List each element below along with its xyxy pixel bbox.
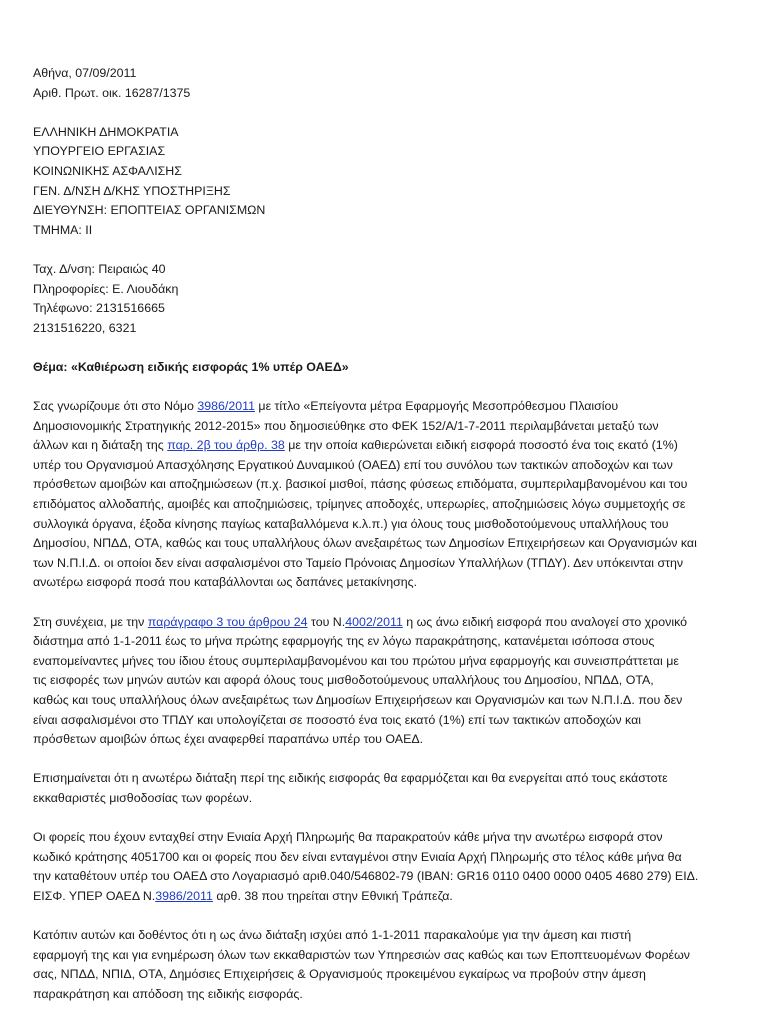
text-line: Οι φορείς που έχουν ενταχθεί στην Ενιαία Αρχή Πληρωμής θα παρακρατούν κάθε μήνα την ανωτέρω εισφορά στον	[33, 830, 663, 845]
authority-line: ΤΜΗΜΑ: ΙΙ	[33, 222, 93, 237]
text-line: εναπομείναντες μήνες του ίδιου έτους συμπεριλαμβανομένου και του πρώτου μήνα εφαρμογής και συνεισπράττεται με	[33, 653, 679, 668]
text-line: Σας γνωρίζουμε ότι στο Νόμο 3986/2011 με τίτλο «Επείγοντα μέτρα Εφαρμογής Μεσοπρόθεσμου Πλαισίου	[33, 399, 619, 414]
text-line: πρόσθετων αμοιβών όπως έχει αναφερθεί παραπάνω υπέρ του ΟΑΕΔ.	[33, 732, 424, 747]
text-line: καθώς και τους υπαλλήλους όλων ανεξαιρέτως των Δημοσίων Επιχειρήσεων και Οργανισμών και των Ν.Π.Ι.Δ. που δεν	[33, 693, 683, 707]
text-line: διάστημα από 1-1-2011 έως το μήνα πρώτης εφαρμογής της εν λόγω παρακράτησης, κατανέμεται ισόποσα στους	[33, 634, 655, 649]
subject-line: Θέμα: «Καθιέρωση ειδικής εισφοράς 1% υπέρ ΟΑΕΔ»	[33, 359, 349, 374]
text-line: εκκαθαριστές μισθοδοσίας των φορέων.	[33, 790, 253, 805]
text-line: άλλων και η διάταξη της παρ. 2β του άρθρ. 38 με την οποία καθιερώνεται ειδική εισφορά ποσοστό ένα τοις εκατό (1%)	[33, 438, 678, 453]
text-line: υπέρ του Οργανισμού Απασχόλησης Εργατικού Δυναμικού (ΟΑΕΔ) επί του συνόλου των τακτικών αποδοχών και των	[33, 457, 673, 472]
text-line: ΕΙΣΦ. ΥΠΕΡ ΟΑΕΔ Ν.3986/2011 αρθ. 38 που τηρείται στην Εθνική Τράπεζα.	[33, 888, 453, 903]
text-line: ανωτέρω εισφορά ποσά που καταβάλλονται ως δαπάνες μετακίνησης.	[33, 575, 418, 590]
authority-line: ΔΙΕΥΘΥΝΣΗ: ΕΠΟΠΤΕΙΑΣ ΟΡΓΑΝΙΣΜΩΝ	[33, 203, 266, 218]
spacer	[33, 378, 735, 398]
paragraph-5	[33, 926, 735, 1004]
spacer	[33, 240, 735, 260]
authority-line: ΓΕΝ. Δ/ΝΣΗ Δ/ΚΗΣ ΥΠΟΣΤΗΡΙΞΗΣ	[33, 183, 231, 198]
contact-block	[33, 260, 735, 338]
text-line: κωδικό κράτησης 4051700 και οι φορείς που δεν είναι ενταγμένοι στην Ενιαία Αρχή Πληρωμής στο τέλος κάθε μήνα θα	[33, 849, 682, 864]
text-line: Στη συνέχεια, με την παράγραφο 3 του άρθρου 24 του Ν.4002/2011 η ως άνω ειδική εισφορά που αναλογεί στο χρονικό	[33, 614, 688, 629]
text-line: Δημοσιονομικής Στρατηγικής 2012-2015» που δημοσιεύθηκε στο ΦΕΚ 152/Α/1-7-2011 περιλαμβάνεται μεταξύ των	[33, 418, 659, 433]
spacer	[33, 103, 735, 123]
paragraph-1	[33, 397, 735, 593]
contact-address: Ταχ. Δ/νση: Πειραιώς 40	[33, 261, 166, 276]
authority-line: ΕΛΛΗΝΙΚΗ ΔΗΜΟΚΡΑΤΙΑ	[33, 124, 179, 139]
text-line: σας, ΝΠΔΔ, ΝΠΙΔ, ΟΤΑ, Δημόσιες Επιχειρήσεις & Οργανισμούς προκειμένου εγκαίρως να προβούν στην άμεση	[33, 967, 646, 982]
authority-line: ΥΠΟΥΡΓΕΙΟ ΕΡΓΑΣΙΑΣ	[33, 144, 166, 159]
text-line: συλλογικά όργανα, έξοδα κίνησης παγίως καταβαλλόμενα κ.λ.π.) για όλους τους μισθοδοτούμενους υπαλλήλους του	[33, 516, 669, 531]
contact-person: Πληροφορίες: Ε. Λιουδάκη	[33, 281, 179, 296]
text-line: επιδόματος αλλοδαπής, αμοιβές και αποζημιώσεις, τρίμηνες αποδοχές, υπερωρίες, αποζημιώσεις λόγω συμμετοχής σε	[33, 497, 686, 512]
protocol-number: Αριθ. Πρωτ. οικ. 16287/1375	[33, 85, 191, 100]
text-line: Επισημαίνεται ότι η ανωτέρω διάταξη περί της ειδικής εισφοράς θα εφαρμόζεται και θα ενεργείται από τους εκάστοτε	[33, 771, 668, 786]
text-line: πρόσθετων αμοιβών και αποζημιώσεων (π.χ. βασικοί μισθοί, πάσης φύσεως επιδόματα, συμπεριλαμβανομένου και του	[33, 477, 688, 492]
law-3986-2011-link[interactable]: 3986/2011	[197, 399, 255, 414]
paragraph-3	[33, 769, 735, 808]
text-line: των Ν.Π.Ι.Δ. οι οποίοι δεν είναι ασφαλισμένοι στο Ταμείο Πρόνοιας Δημοσίων Υπαλλήλων (ΤΠΔΥ). Δεν υπόκεινται στην	[33, 555, 684, 570]
text-line: την καταθέτουν υπέρ του ΟΑΕΔ στο Λογαριασμό αριθ.040/546802-79 (IBAN: GR16 0110 0400 0000 0405 4680 279) ΕΙΔ.	[33, 869, 699, 884]
article-38-link[interactable]: παρ. 2β του άρθρ. 38	[167, 438, 285, 453]
contact-phone: Τηλέφωνο: 2131516665	[33, 301, 165, 316]
authority-block	[33, 123, 735, 241]
text-line: Δημοσίου, ΝΠΔΔ, ΟΤΑ, καθώς και τους υπαλλήλους όλων ανεξαιρέτως των Δημοσίων Επιχειρήσεων και Οργανισμών και	[33, 536, 697, 551]
text-line: είναι ασφαλισμένοι στο ΤΠΔΥ και υπολογίζεται σε ποσοστό ένα τοις εκατό (1%) επί των τακτικών αποδοχών και	[33, 712, 641, 727]
text-line: εφαρμογή της και για ενημέρωση όλων των εκκαθαριστών των Υπηρεσιών σας καθώς και των Εποπτευομένων Φορέων	[33, 947, 690, 962]
text-line: Κατόπιν αυτών και δοθέντος ότι η ως άνω διάταξη ισχύει από 1-1-2011 παρακαλούμε για την άμεση και πιστή	[33, 928, 632, 943]
text-line: τις εισφορές των μηνών αυτών και αφορά όλους τους μισθοδοτούμενους υπαλλήλους του Δημοσίου, ΝΠΔΔ, ΟΤΑ,	[33, 673, 654, 688]
contact-phone-extra: 2131516220, 6321	[33, 320, 137, 335]
document-page	[33, 64, 735, 1005]
spacer	[33, 338, 735, 358]
authority-line: ΚΟΙΝΩΝΙΚΗΣ ΑΣΦΑΛΙΣΗΣ	[33, 163, 182, 178]
spacer	[33, 809, 735, 829]
text-line: παρακράτηση και απόδοση της ειδικής εισφοράς.	[33, 986, 303, 1001]
law-3986-2011-link[interactable]: 3986/2011	[155, 888, 213, 903]
spacer	[33, 750, 735, 770]
spacer	[33, 907, 735, 927]
date-line: Αθήνα, 07/09/2011	[33, 66, 137, 80]
paragraph-2	[33, 613, 735, 750]
law-4002-2011-link[interactable]: 4002/2011	[345, 614, 403, 629]
spacer	[33, 593, 735, 613]
paragraph-4	[33, 828, 735, 906]
article-24-link[interactable]: παράγραφο 3 του άρθρου 24	[147, 614, 308, 629]
